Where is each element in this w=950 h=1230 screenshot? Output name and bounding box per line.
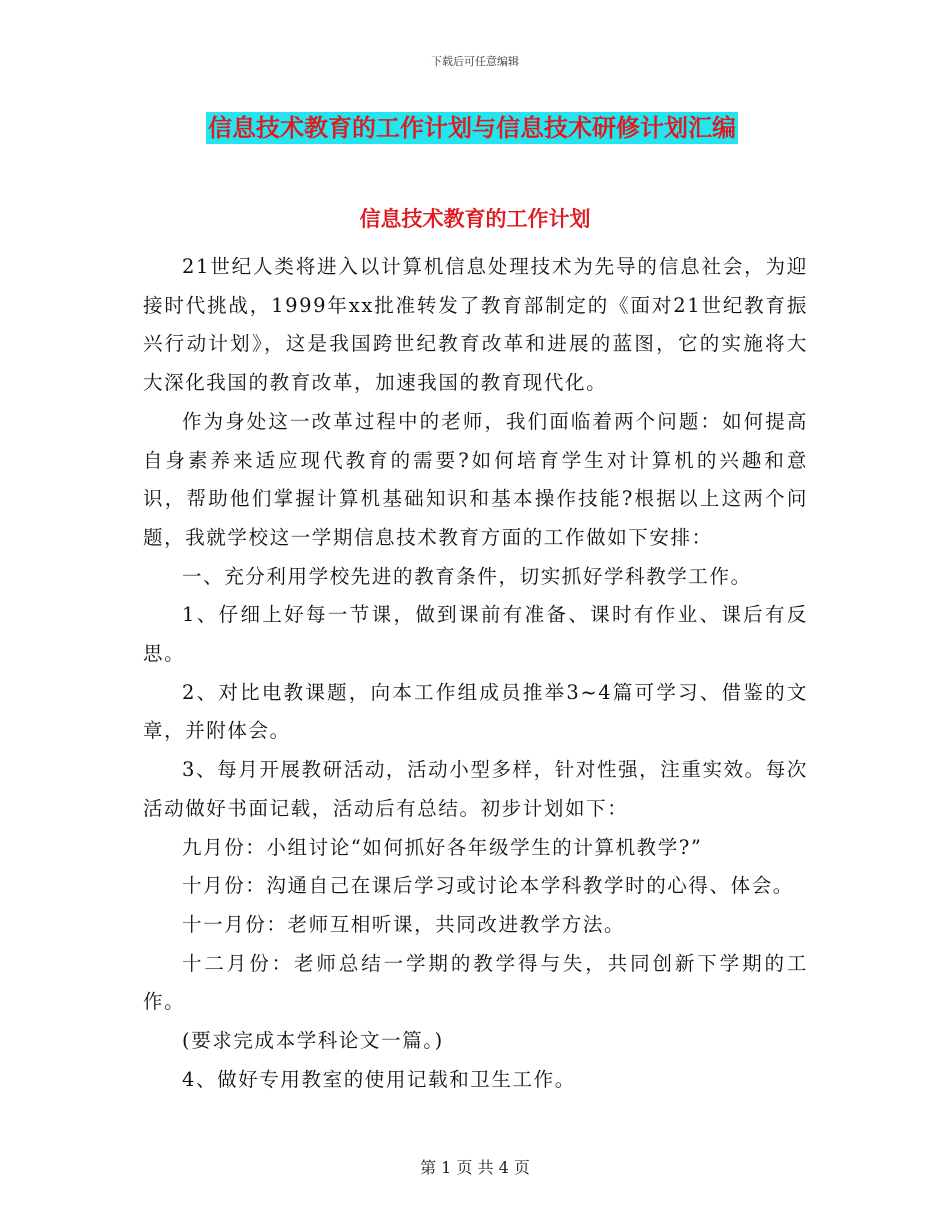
page-number: 第 1 页 共 4 页	[420, 1158, 530, 1177]
section-title: 信息技术教育的工作计划	[359, 207, 591, 231]
body-paragraph: 21世纪人类将进入以计算机信息处理技术为先导的信息社会，为迎接时代挑战，1999年xx批准转发了教育部制定的《面对21世纪教育振兴行动计划》，这是我国跨世纪教育改革和进展的蓝图，它的实施将大大深化我国的教育改革，加速我国的教育现代化。	[143, 255, 808, 395]
document-body	[143, 248, 808, 1099]
body-paragraph: 九月份：小组讨论“如何抓好各年级学生的计算机教学?”	[182, 835, 703, 859]
body-paragraph: (要求完成本学科论文一篇。)	[182, 1029, 444, 1053]
body-paragraph: 3、每月开展教研活动，活动小型多样，针对性强，注重实效。每次活动做好书面记载，活动后有总结。初步计划如下：	[143, 758, 808, 820]
body-paragraph: 十二月份：老师总结一学期的教学得与失，共同创新下学期的工作。	[143, 951, 808, 1014]
body-paragraph: 2、对比电教课题，向本工作组成员推举3~4篇可学习、借鉴的文章，并附体会。	[143, 680, 808, 743]
header-note: 下载后可任意编辑	[431, 55, 519, 68]
body-paragraph: 十月份：沟通自己在课后学习或讨论本学科教学时的心得、体会。	[182, 874, 794, 898]
body-paragraph: 一、充分利用学校先进的教育条件，切实抓好学科教学工作。	[182, 564, 752, 588]
body-paragraph: 十一月份：老师互相听课，共同改进教学方法。	[182, 912, 626, 936]
body-paragraph: 作为身处这一改革过程中的老师，我们面临着两个问题：如何提高自身素养来适应现代教育的需要?如何培育学生对计算机的兴趣和意识，帮助他们掌握计算机基础知识和基本操作技能?根据以上这两个问题，我就学校这一学期信息技术教育方面的工作做如下安排：	[143, 409, 808, 549]
body-paragraph: 4、做好专用教室的使用记载和卫生工作。	[182, 1067, 576, 1091]
body-paragraph: 1、仔细上好每一节课，做到课前有准备、课时有作业、课后有反思。	[143, 603, 808, 666]
document-title: 信息技术教育的工作计划与信息技术研修计划汇编	[208, 114, 736, 142]
